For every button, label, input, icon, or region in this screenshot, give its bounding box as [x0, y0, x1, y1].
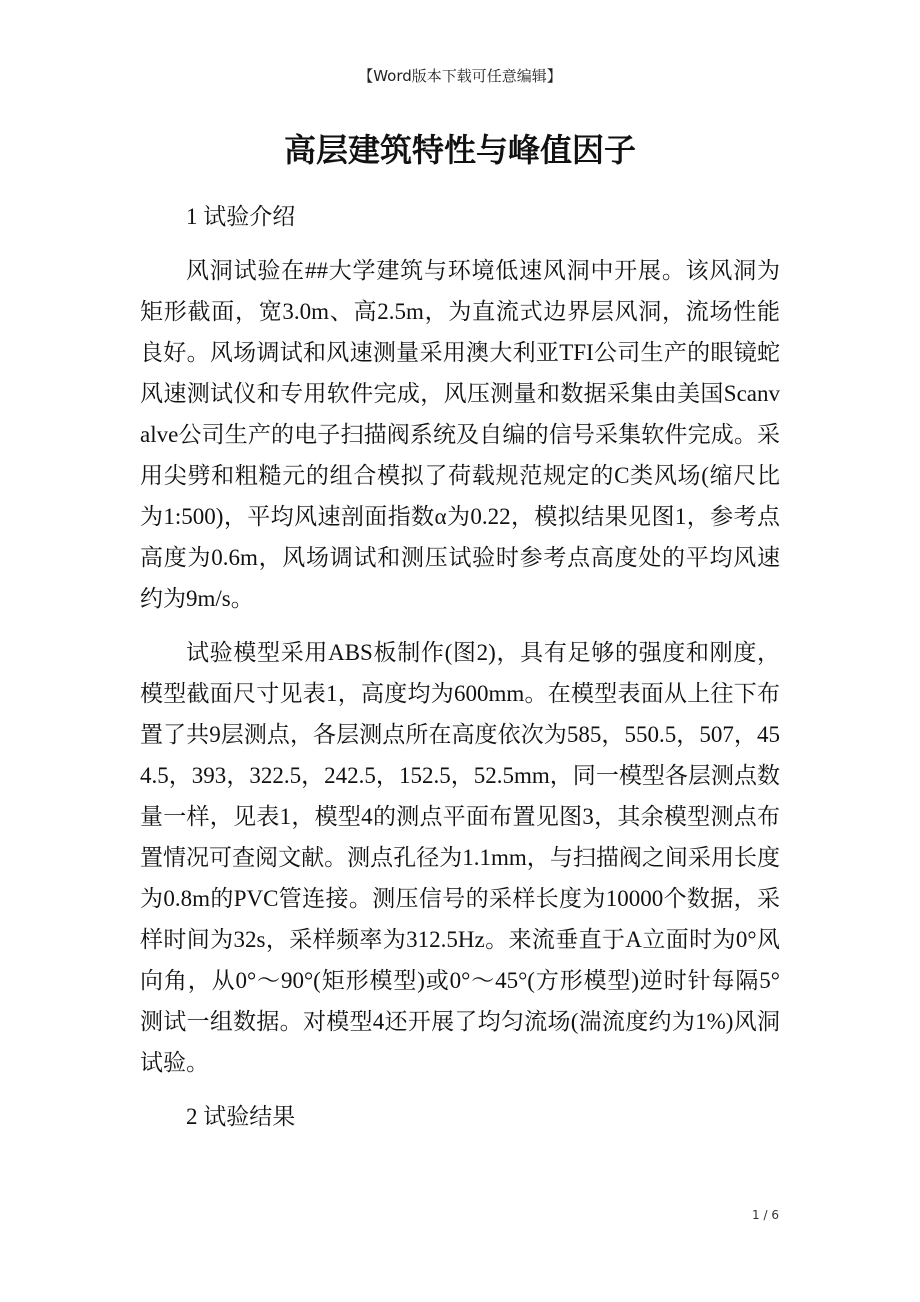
paragraph-wind-tunnel: 风洞试验在##大学建筑与环境低速风洞中开展。该风洞为矩形截面，宽3.0m、高2.5m，为直流式边界层风洞，流场性能良好。风场调试和风速测量采用澳大利亚TFI公司生产的眼镜蛇风速测试仪和专用软件完成，风压测量和数据采集由美国Scanvalve公司生产的电子扫描阀系统及自编的信号采集软件完成。采用尖劈和粗糙元的组合模拟了荷载规范规定的C类风场(缩尺比为1:500)，平均风速剖面指数α为0.22，模拟结果见图1，参考点高度为0.6m，风场调试和测压试验时参考点高度处的平均风速约为9m/s。 [140, 258, 780, 611]
document-title: 高层建筑特性与峰值因子 [283, 131, 636, 169]
page-header-banner: 【Word版本下载可任意编辑】 [358, 67, 562, 85]
paragraph-test-model: 试验模型采用ABS板制作(图2)，具有足够的强度和刚度，模型截面尺寸见表1，高度均为600mm。在模型表面从上往下布置了共9层测点，各层测点所在高度依次为585，550.5，507，454.5，393，322.5，242.5，152.5，52.5mm，同一模型各层测点数量一样，见表1，模型4的测点平面布置见图3，其余模型测点布置情况可查阅文献。测点孔径为1.1mm，与扫描阀之间采用长度为0.8m的PVC管连接。测压信号的采样长度为10000个数据，采样时间为32s，采样频率为312.5Hz。来流垂直于A立面时为0°风向角，从0°～90°(矩形模型)或0°～45°(方形模型)逆时针每隔5°测试一组数据。对模型4还开展了均匀流场(湍流度约为1%)风洞试验。 [140, 640, 781, 1075]
page-number: 1 / 6 [752, 1208, 779, 1222]
section-heading-2: 2 试验结果 [186, 1104, 296, 1129]
document-body [140, 196, 780, 1150]
section-heading-1: 1 试验介绍 [186, 204, 296, 229]
